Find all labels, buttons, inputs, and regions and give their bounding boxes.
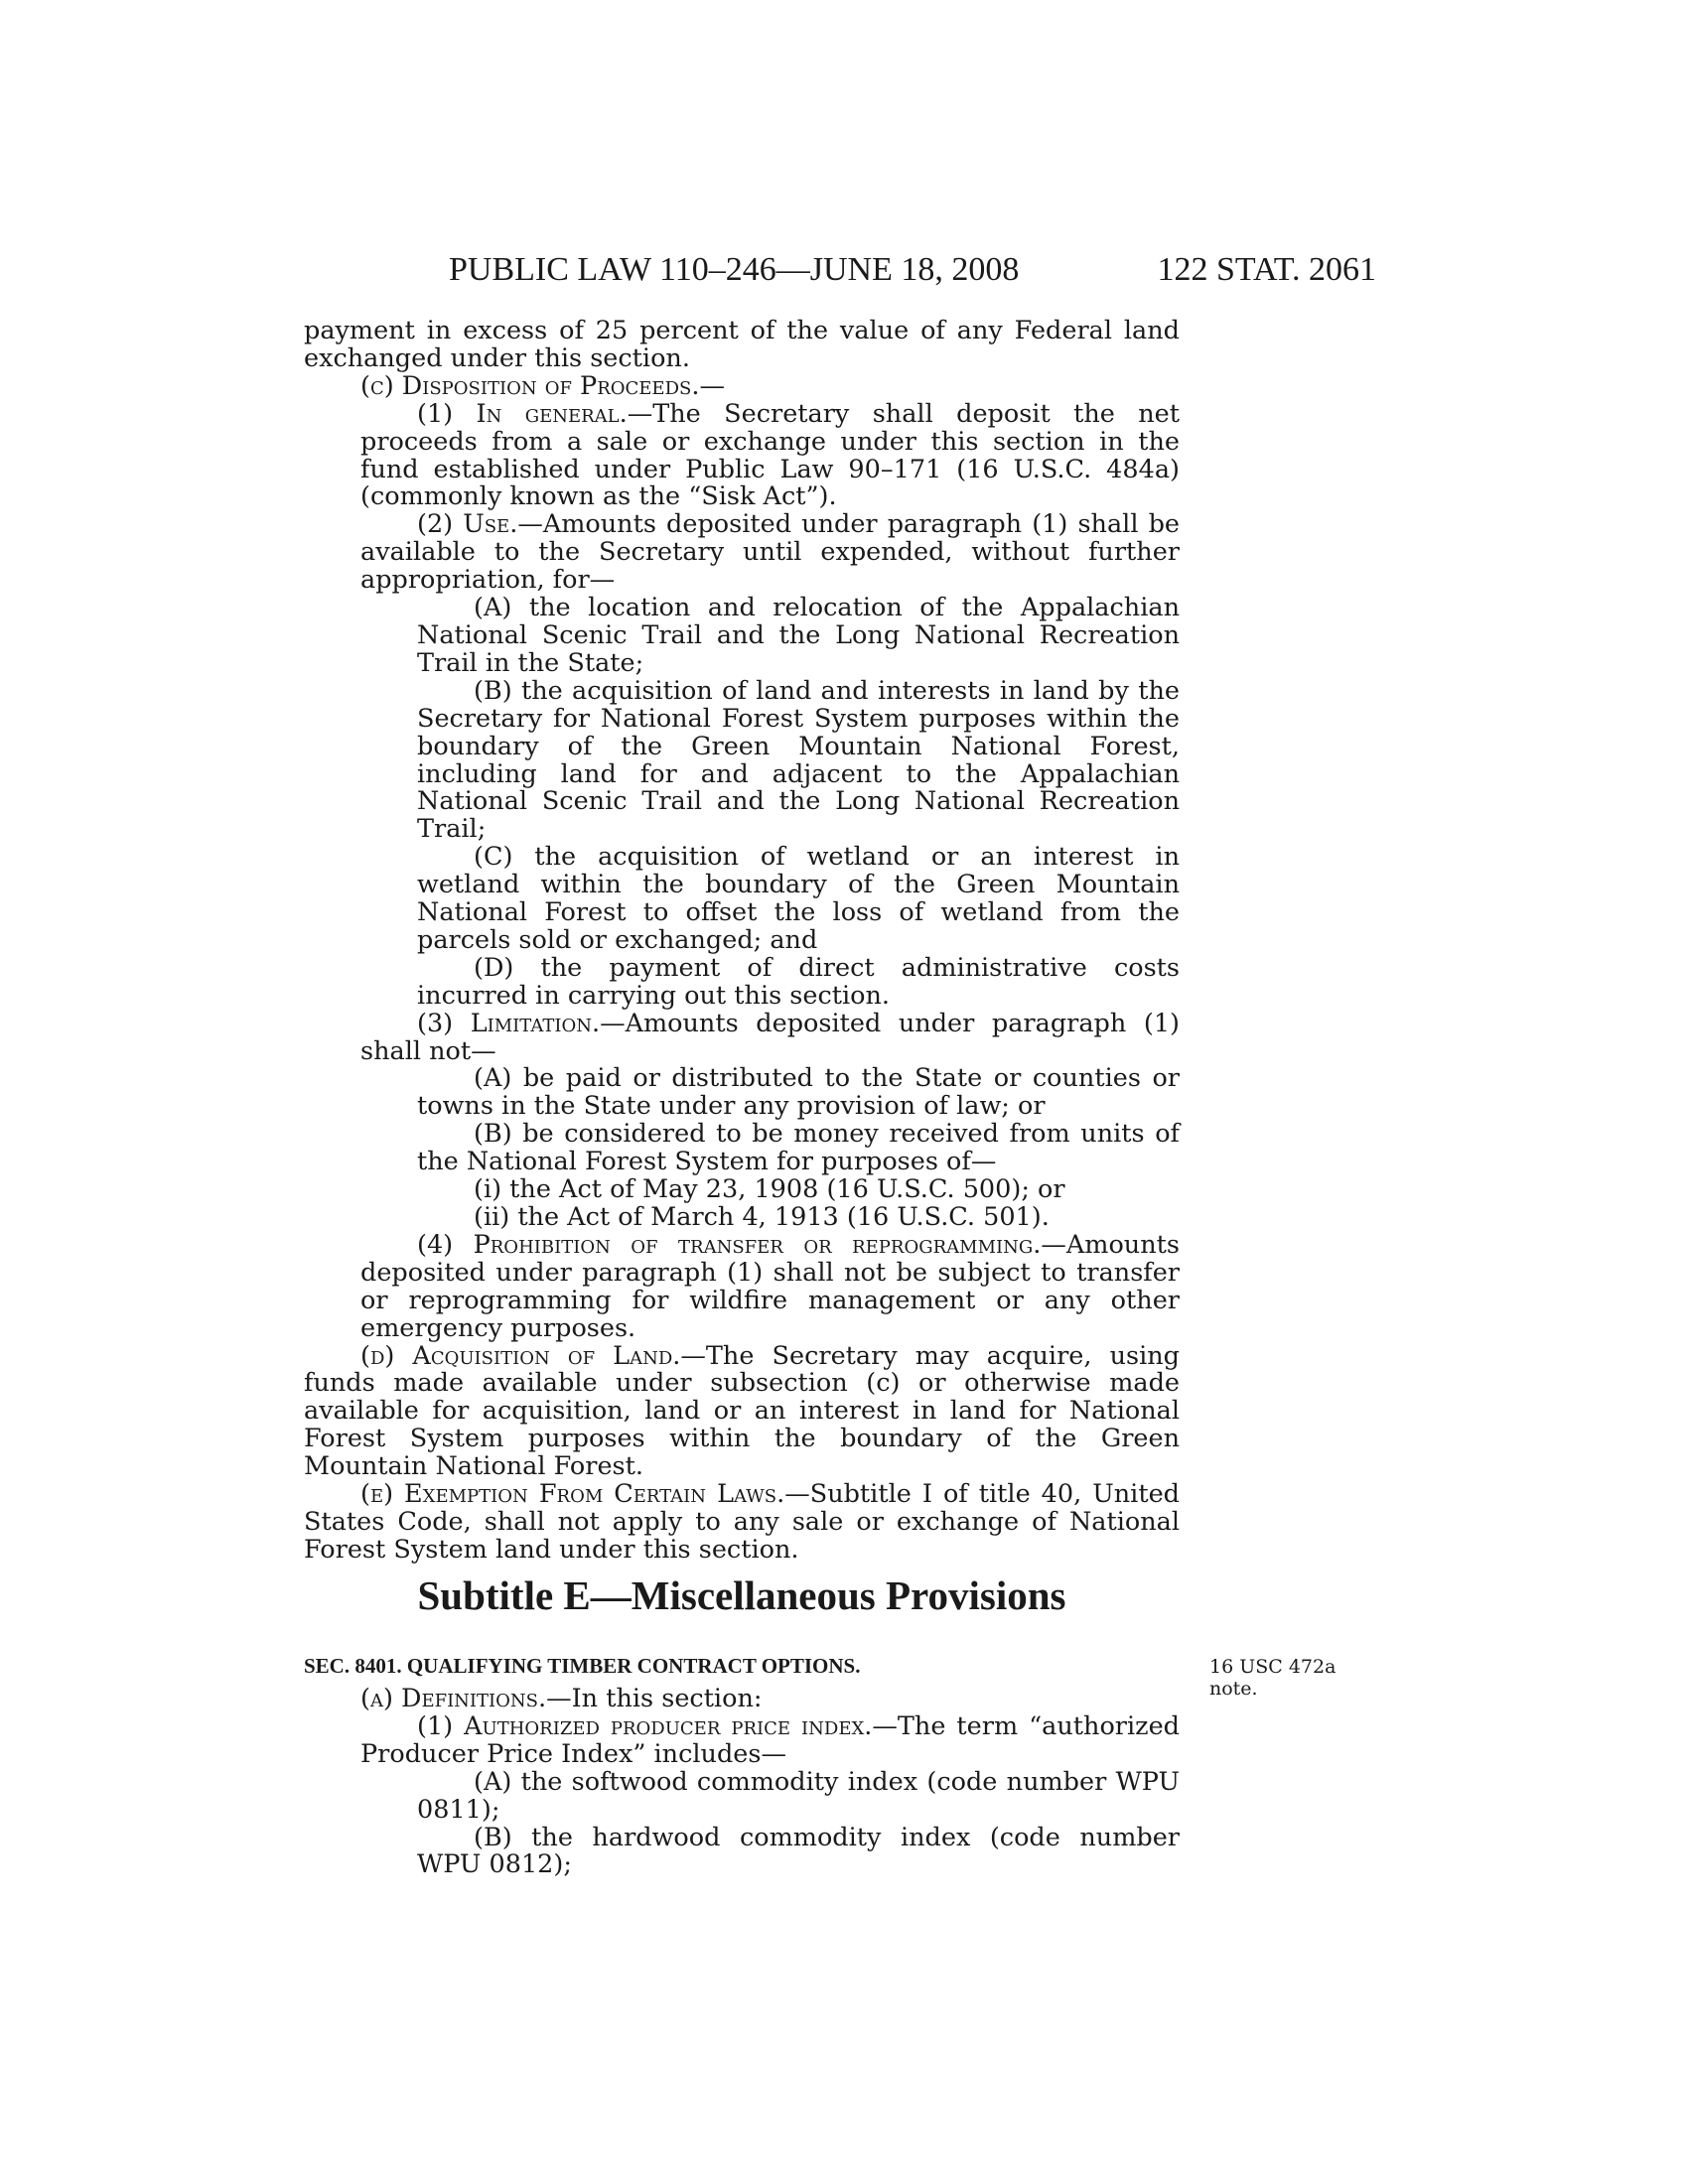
paragraph-c4-label: (4) Prohibition of transfer or reprogramming. [417,1229,1042,1260]
subsection-e-label: (e) Exemption From Certain Laws. [360,1479,785,1510]
paragraph-c2-text: —Amounts deposited under paragraph (1) shall be available to the Secretary until expended, without further appropriation, for— [360,509,1180,596]
subparagraph-a1B: (B) the hardwood commodity index (code number WPU 0812); [417,1822,1180,1880]
paragraph-c1-text: —The Secretary shall deposit the net proceeds from a sale or exchange under this section in the fund established under Public Law 90–171 (16 U.S.C. 484a) (commonly known as the “Sisk Act”). [360,398,1180,512]
subsection-e-text: —Subtitle I of title 40, United States Code, shall not apply to any sale or exchange of National Forest System land under this section. [304,1479,1180,1565]
section-8401 [304,1652,1180,1879]
paragraph-c2 [304,511,1180,595]
running-header [449,250,1376,290]
paragraph-c4-text: —Amounts deposited under paragraph (1) shall not be subject to transfer or reprogramming for wildfire management or any other emergency purposes. [360,1229,1180,1343]
margin-note [1209,1656,1348,1700]
paragraph-c3-text: —Amounts deposited under paragraph (1) shall not— [360,1008,1180,1066]
paragraph-c1-label: (1) In general. [417,398,628,429]
subparagraph-a1A: (A) the softwood commodity index (code number WPU 0811); [417,1766,1180,1825]
margin-note-suffix: note. [1209,1678,1258,1700]
page-header-stat: 122 STAT. 2061 [1157,251,1376,288]
paragraph-c3-label: (3) Limitation. [417,1008,601,1038]
subsection-e [304,1481,1180,1565]
clause-c3Bi: (i) the Act of May 23, 1908 (16 U.S.C. 500); or [474,1174,1065,1205]
subparagraph-c2C: (C) the acquisition of wetland or an interest in wetland within the boundary of the Green Mountain National Forest to offset the loss of wetland from the parcels sold or exchanged; and [417,842,1180,955]
margin-note-citation: 16 USC 472a [1209,1656,1336,1678]
subsection-d-text: —The Secretary may acquire, using funds made available under subsection (c) or otherwise made available for acquisition, land or an interest in land for National Forest System purposes within the boundary of the Green Mountain National Forest. [304,1340,1180,1482]
subparagraph-c3B: (B) be considered to be money received from units of the National Forest System for purposes of— [417,1119,1180,1177]
body-text [304,318,1180,1565]
paragraph-a1-label: (1) Authorized producer price index. [417,1710,873,1741]
subparagraph-c2D: (D) the payment of direct administrative costs incurred in carrying out this section. [417,952,1180,1011]
paragraph-continuation: payment in excess of 25 percent of the value of any Federal land exchanged under this section. [304,316,1180,373]
paragraph-a1-text: —The term “authorized Producer Price Index” includes— [360,1710,1180,1769]
subparagraph-c2A: (A) the location and relocation of the Appalachian National Scenic Trail and the Long National Recreation Trail in the State; [417,593,1180,678]
subparagraph-c3A: (A) be paid or distributed to the State or counties or towns in the State under any provision of law; or [417,1063,1180,1122]
subparagraph-c2B: (B) the acquisition of land and interests in land by the Secretary for National Forest System purposes within the boundary of the Green Mountain National Forest, including land for and adjacent to the Appalachian National Scenic Trail and the Long National Recreation Trail; [417,675,1180,845]
subsection-d [304,1340,1180,1482]
section-heading: SEC. 8401. QUALIFYING TIMBER CONTRACT OPTIONS. [304,1654,861,1678]
subsection-d-label: (d) Acquisition of Land. [360,1340,681,1371]
subsection-a [304,1686,1180,1713]
paragraph-c4 [304,1229,1180,1343]
paragraph-c1 [304,398,1180,512]
paragraph-a1 [304,1710,1180,1769]
subsection-a-text: —In this section: [546,1684,763,1713]
paragraph-c2-label: (2) Use. [417,509,518,540]
subsection-c-heading: (c) Disposition of Proceeds.— [360,370,725,401]
clause-c3Bii: (ii) the Act of March 4, 1913 (16 U.S.C. 501). [474,1202,1050,1232]
subtitle-heading: Subtitle E—Miscellaneous Provisions [417,1572,1066,1618]
paragraph-c3 [304,1008,1180,1066]
subsection-a-label: (a) Definitions. [360,1684,547,1713]
page-header-title: PUBLIC LAW 110–246—JUNE 18, 2008 [449,251,1020,288]
